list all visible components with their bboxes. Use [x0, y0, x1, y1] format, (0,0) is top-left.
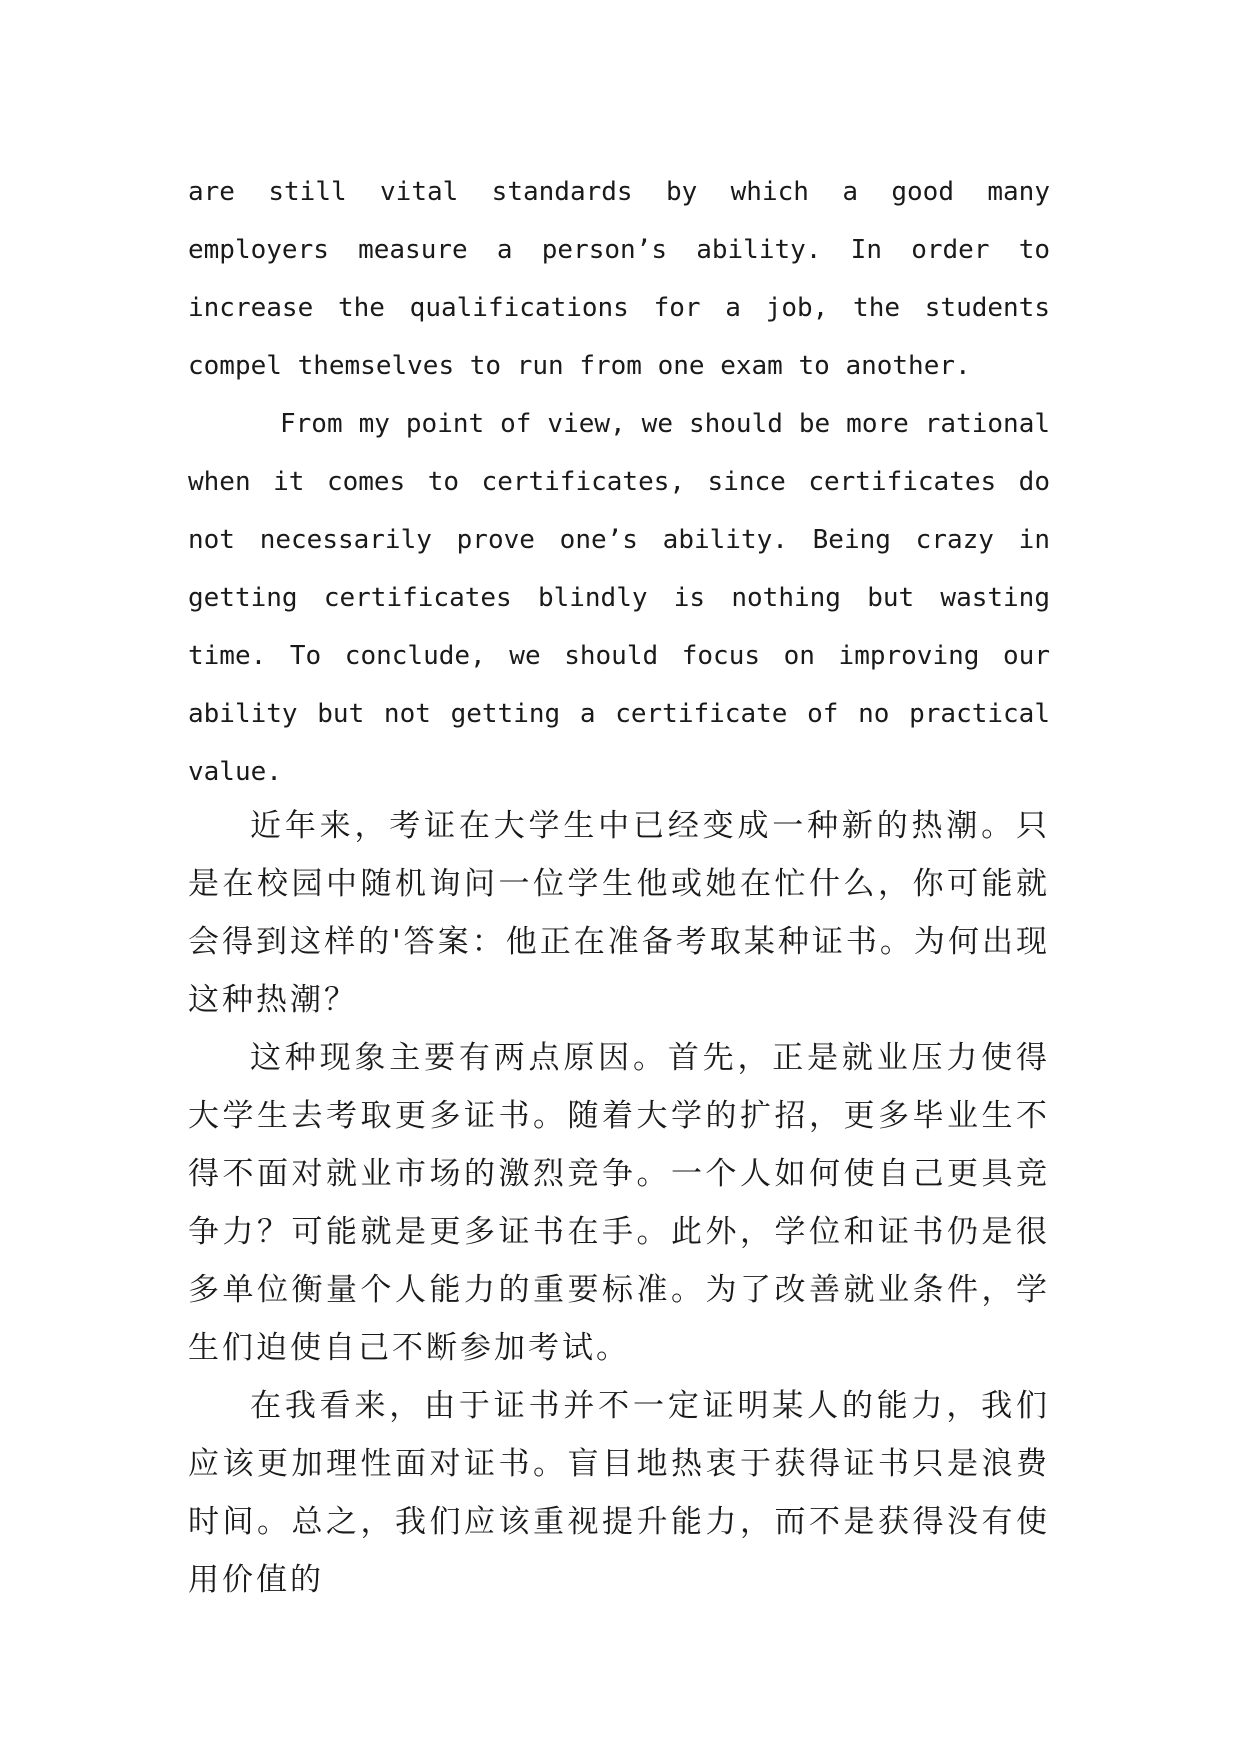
english-text-section: [188, 163, 1050, 801]
english-paragraph-conclusion: From my point of view, we should be more rational when it comes to certificates, since certificates do not necessarily prove one’s ability. Being crazy in getting certificates blindly is nothing but wasting time. To conclude, we should focus on improving our ability but not getting a certificate of no practical value.: [188, 409, 1050, 787]
chinese-text-section: [188, 797, 1050, 1609]
chinese-paragraph-opinion: 在我看来，由于证书并不一定证明某人的能力，我们应该更加理性面对证书。盲目地热衷于获得证书只是浪费时间。总之，我们应该重视提升能力，而不是获得没有使用价值的: [188, 1388, 1050, 1598]
chinese-paragraph-intro: 近年来，考证在大学生中已经变成一种新的热潮。只是在校园中随机询问一位学生他或她在忙什么，你可能就会得到这样的'答案：他正在准备考取某种证书。为何出现这种热潮？: [188, 808, 1050, 1018]
chinese-paragraph-reasons: 这种现象主要有两点原因。首先，正是就业压力使得大学生去考取更多证书。随着大学的扩招，更多毕业生不得不面对就业市场的激烈竞争。一个人如何使自己更具竞争力？可能就是更多证书在手。此外，学位和证书仍是很多单位衡量个人能力的重要标准。为了改善就业条件，学生们迫使自己不断参加考试。: [188, 1040, 1050, 1366]
english-paragraph-continued: are still vital standards by which a good many employers measure a person’s ability. In order to increase the qualifications for a job, the students compel themselves to run from one exam to another.: [188, 177, 1050, 381]
